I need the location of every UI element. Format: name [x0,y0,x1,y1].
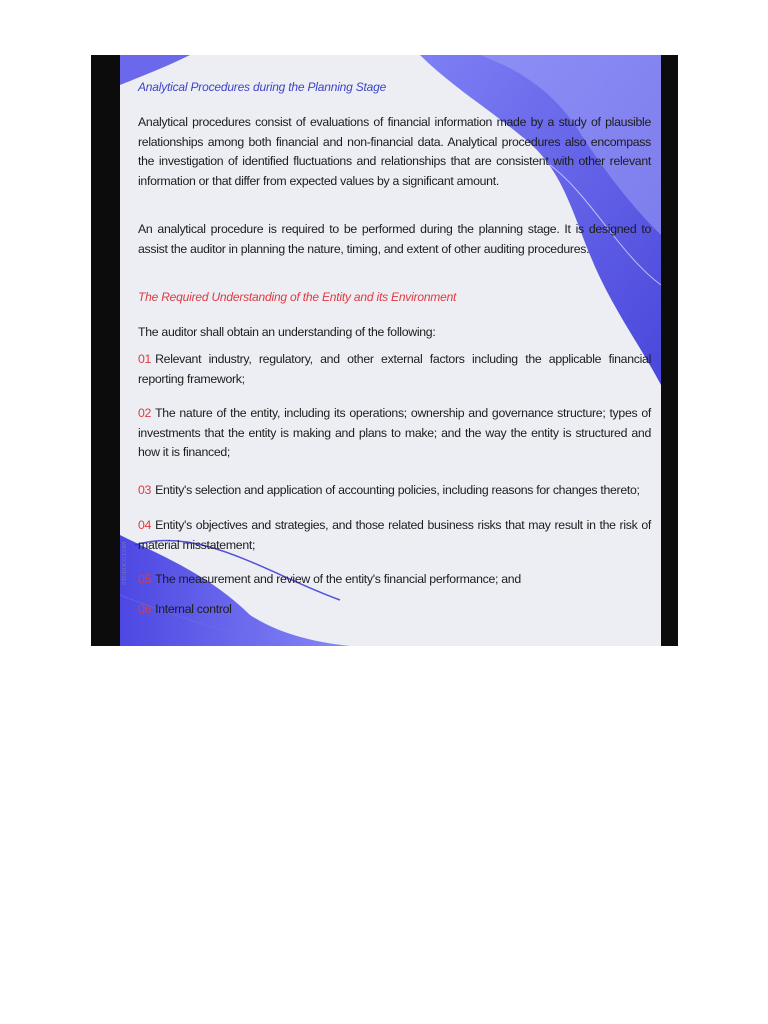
item-number: 01 [138,352,152,366]
item-text: Entity's selection and application of accounting policies, including reasons for changes thereto; [155,483,640,497]
paragraph: An analytical procedure is required to be performed during the planning stage. It is designed to assist the auditor in planning the nature, timing, and extent of other auditing procedures. [138,222,651,256]
item-text: The nature of the entity, including its operations; ownership and governance structure; types of investments that the entity is making and plans to make; and the way the entity is structured and how it is financed; [138,406,651,459]
intro-text: The auditor shall obtain an understanding of the following: [138,325,436,339]
list-item [138,516,651,555]
list-item [138,481,651,501]
item-number: 03 [138,483,152,497]
item-number: 04 [138,518,152,532]
item-number: 05 [138,572,152,586]
list-item [138,350,651,389]
section-heading: Analytical Procedures during the Planning Stage [138,80,387,94]
item-text: Relevant industry, regulatory, and other external factors including the applicable financial reporting framework; [138,352,651,386]
video-frame [91,55,678,646]
item-text: Internal control [155,602,232,616]
item-number: 02 [138,406,152,420]
slide-content [120,55,661,646]
list-item [138,404,651,463]
item-number: 06 [138,602,152,616]
slide [120,55,661,646]
item-text: The measurement and review of the entity's financial performance; and [155,572,521,586]
item-text: Entity's objectives and strategies, and those related business risks that may result in the risk of material misstatement; [138,518,651,552]
watermark: STUDOCU.COM [122,541,128,585]
list-item [138,570,651,590]
section-heading: The Required Understanding of the Entity and its Environment [138,290,457,304]
list-item [138,600,651,620]
paragraph: Analytical procedures consist of evaluations of financial information made by a study of plausible relationships among both financial and non-financial data. Analytical procedures also encompass the investigation of identified fluctuations and relationships that are consistent with other relevant information or that differ from expected values by a significant amount. [138,115,651,188]
